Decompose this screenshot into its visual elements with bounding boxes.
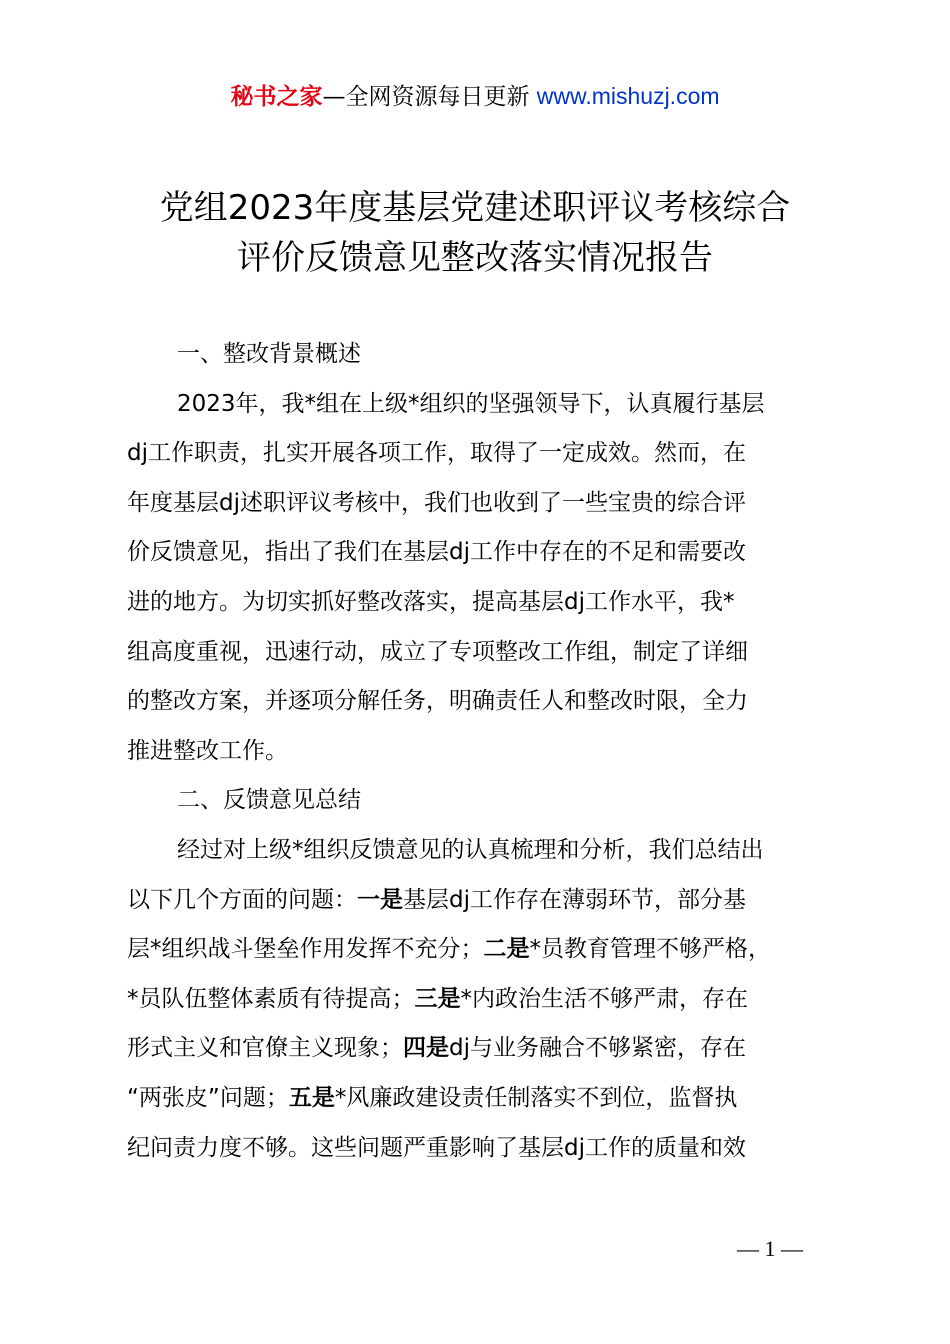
section-heading-2: 二、反馈意见总结 [177, 787, 361, 814]
paragraph-line: 进的地方。为切实抓好整改落实，提高基层dj工作水平，我* [127, 588, 735, 615]
site-url-link[interactable]: www.mishuzj.com [536, 83, 720, 109]
site-header [0, 78, 950, 115]
page-number: — 1 — [737, 1236, 803, 1261]
paragraph-line [127, 1124, 833, 1174]
text-segment: 基层dj工作存在薄弱环节，部分基 [403, 886, 746, 913]
emphasis-label: 一是 [357, 886, 403, 913]
text-segment: *风廉政建设责任制落实不到位，监督执 [334, 1084, 738, 1111]
paragraph-line [127, 876, 833, 926]
site-slogan: —全网资源每日更新 [322, 84, 537, 110]
text-segment: 层*组织战斗堡垒作用发挥不充分； [127, 936, 484, 963]
paragraph-line [127, 925, 833, 975]
paragraph-line: 价反馈意见，指出了我们在基层dj工作中存在的不足和需要改 [127, 539, 746, 566]
paragraph-line [127, 975, 833, 1025]
title-line-2: 评价反馈意见整改落实情况报告 [237, 238, 713, 278]
paragraph-line: 的整改方案，并逐项分解任务，明确责任人和整改时限，全力 [127, 688, 748, 715]
text-segment: *员队伍整体素质有待提高； [127, 985, 415, 1012]
paragraph-line: 2023年，我*组在上级*组织的坚强领导下，认真履行基层 [177, 390, 765, 417]
text-segment: *内政治生活不够严肃，存在 [460, 985, 748, 1012]
section-heading-1: 一、整改背景概述 [177, 341, 361, 367]
title-line-1: 党组2023年度基层党建述职评议考核综合 [159, 188, 791, 228]
paragraph-line: 推进整改工作。 [127, 737, 288, 764]
text-segment: 纪问责力度不够。这些问题严重影响了基层dj工作的质量和效 [127, 1134, 746, 1161]
text-segment: *员教育管理不够严格， [529, 936, 771, 963]
emphasis-label: 三是 [414, 985, 461, 1012]
emphasis-label: 四是 [403, 1035, 449, 1062]
text-segment: 经过对上级*组织反馈意见的认真梳理和分析，我们总结出 [177, 836, 764, 863]
text-segment: 以下几个方面的问题： [127, 886, 357, 913]
paragraph-line [127, 1074, 833, 1124]
text-segment: “两张皮”问题； [127, 1084, 289, 1111]
text-segment: dj与业务融合不够紧密，存在 [449, 1035, 746, 1062]
paragraph-line: 年度基层dj述职评议考核中，我们也收到了一些宝贵的综合评 [127, 489, 746, 516]
emphasis-label: 二是 [483, 936, 530, 963]
paragraph-line [127, 826, 833, 876]
section2-paragraph [127, 826, 833, 1173]
site-brand: 秘书之家 [230, 84, 323, 110]
text-segment: 形式主义和官僚主义现象； [127, 1035, 403, 1062]
document-body [127, 330, 833, 1173]
document-title [0, 183, 950, 283]
paragraph-line: dj工作职责，扎实开展各项工作，取得了一定成效。然而，在 [127, 440, 746, 467]
paragraph-line: 组高度重视，迅速行动，成立了专项整改工作组，制定了详细 [127, 638, 748, 665]
paragraph-line [127, 1024, 833, 1074]
emphasis-label: 五是 [288, 1084, 335, 1111]
